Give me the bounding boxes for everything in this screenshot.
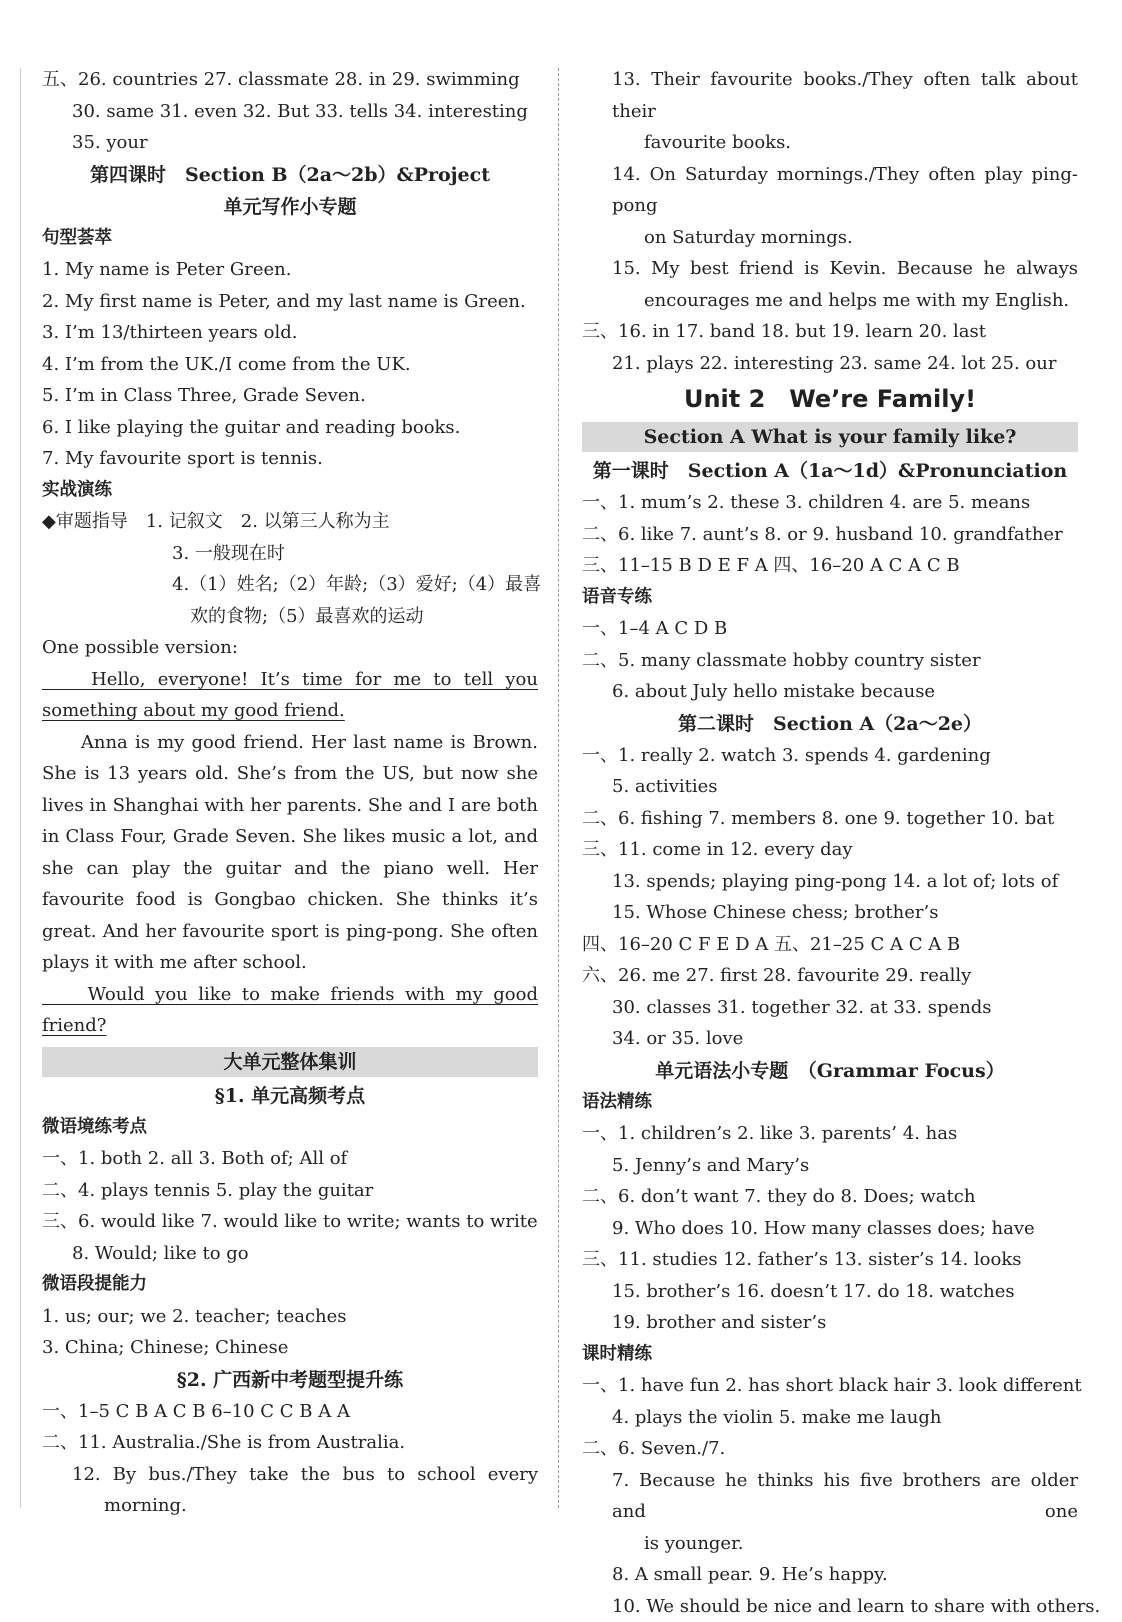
- left-line-26: [42, 1175, 538, 1207]
- right-text-21: 二、6. fishing 7. members 8. one 9. together 10. bat: [582, 808, 1054, 829]
- left-line-29: [42, 1269, 538, 1301]
- right-line-31: [582, 1118, 1078, 1150]
- left-text-26: 二、4. plays tennis 5. play the guitar: [42, 1180, 373, 1201]
- right-line-17: [582, 676, 1078, 708]
- right-line-38: [582, 1339, 1078, 1371]
- right-text-44: 8. A small pear. 9. He’s happy.: [612, 1564, 888, 1585]
- right-line-27: [582, 992, 1078, 1024]
- left-line-14: [42, 506, 538, 538]
- left-text-20: Anna is my good friend. Her last name is Brown. She is 13 years old. She’s from the US, but now she lives in Shanghai with her parents. She and I are both in Class Four, Grade Seven. She likes music a lot, and she can play the guitar and the piano well. Her favourite food is Gongbao chicken. She thinks it’s great. And her favourite sport is ping-pong. She often plays it with me after school.: [42, 732, 538, 974]
- left-line-13: [42, 475, 538, 507]
- right-text-22: 三、11. come in 12. every day: [582, 839, 853, 860]
- right-text-2: 14. On Saturday mornings./They often play ping-pong: [612, 164, 1078, 217]
- left-line-28: [42, 1238, 538, 1270]
- left-text-33: 一、1–5 C B A C B 6–10 C C B A A: [42, 1401, 350, 1422]
- left-line-24: [42, 1112, 538, 1144]
- right-text-28: 34. or 35. love: [612, 1028, 743, 1049]
- left-text-15: 3. 一般现在时: [172, 543, 285, 564]
- right-text-3: on Saturday mornings.: [644, 227, 853, 248]
- left-text-4: 单元写作小专题: [223, 196, 356, 218]
- left-line-12: [42, 443, 538, 475]
- right-text-38: 课时精练: [582, 1344, 652, 1364]
- right-line-24: [582, 897, 1078, 929]
- right-text-19: 一、1. really 2. watch 3. spends 4. gardening: [582, 745, 991, 766]
- left-text-14: ◆审题指导 1. 记叙文 2. 以第三人称为主: [42, 511, 390, 532]
- left-line-25: [42, 1143, 538, 1175]
- left-line-27: [42, 1206, 538, 1238]
- right-line-23: [582, 866, 1078, 898]
- right-line-16: [582, 645, 1078, 677]
- right-line-1: [582, 127, 1078, 159]
- right-text-10: 第一课时 Section A（1a～1d）&Pronunciation: [593, 460, 1067, 482]
- right-line-12: [582, 519, 1078, 551]
- left-text-18: One possible version:: [42, 637, 238, 658]
- right-text-43: is younger.: [644, 1533, 743, 1554]
- right-line-11: [582, 487, 1078, 519]
- left-text-27: 三、6. would like 7. would like to write; wants to write: [42, 1211, 538, 1232]
- right-text-26: 六、26. me 27. first 28. favourite 29. really: [582, 965, 971, 986]
- left-text-28: 8. Would; like to go: [72, 1243, 249, 1264]
- right-line-45: [582, 1591, 1078, 1622]
- right-line-29: [582, 1055, 1078, 1087]
- right-line-36: [582, 1276, 1078, 1308]
- right-line-15: [582, 613, 1078, 645]
- right-text-31: 一、1. children’s 2. like 3. parents’ 4. has: [582, 1123, 957, 1144]
- left-text-7: 2. My first name is Peter, and my last name is Green.: [42, 291, 526, 312]
- right-text-1: favourite books.: [644, 132, 791, 153]
- right-text-33: 二、6. don’t want 7. they do 8. Does; watch: [582, 1186, 975, 1207]
- right-line-6: [582, 316, 1078, 348]
- right-text-15: 一、1–4 A C D B: [582, 618, 727, 639]
- left-text-8: 3. I’m 13/thirteen years old.: [42, 322, 297, 343]
- right-line-19: [582, 740, 1078, 772]
- left-text-25: 一、1. both 2. all 3. Both of; All of: [42, 1148, 347, 1169]
- right-text-14: 语音专练: [582, 587, 652, 607]
- column-divider: [558, 68, 559, 1508]
- left-line-2: [42, 127, 538, 159]
- left-line-17: [42, 601, 538, 633]
- left-text-24: 微语境练考点: [42, 1117, 147, 1137]
- right-text-39: 一、1. have fun 2. has short black hair 3. look different: [582, 1375, 1082, 1396]
- right-text-6: 三、16. in 17. band 18. but 19. learn 20. last: [582, 321, 986, 342]
- left-line-10: [42, 380, 538, 412]
- left-text-13: 实战演练: [42, 480, 112, 500]
- left-text-29: 微语段提能力: [42, 1274, 147, 1294]
- right-text-16: 二、5. many classmate hobby country sister: [582, 650, 981, 671]
- right-line-43: [582, 1528, 1078, 1560]
- right-line-21: [582, 803, 1078, 835]
- left-text-21: Would you like to make friends with my good friend?: [42, 984, 538, 1037]
- right-text-27: 30. classes 31. together 32. at 33. spends: [612, 997, 992, 1018]
- left-line-7: [42, 286, 538, 318]
- left-text-35: 12. By bus./They take the bus to school every: [72, 1464, 538, 1485]
- left-line-4: [42, 191, 538, 223]
- left-text-2: 35. your: [72, 132, 148, 153]
- right-text-9: Section A What is your family like?: [644, 426, 1017, 448]
- left-text-30: 1. us; our; we 2. teacher; teaches: [42, 1306, 347, 1327]
- left-line-6: [42, 254, 538, 286]
- left-line-30: [42, 1301, 538, 1333]
- right-line-0: [582, 64, 1078, 127]
- right-text-12: 二、6. like 7. aunt’s 8. or 9. husband 10. grandfather: [582, 524, 1063, 545]
- right-line-14: [582, 582, 1078, 614]
- left-text-3: 第四课时 Section B（2a～2b）&Project: [90, 164, 490, 186]
- left-line-1: [42, 96, 538, 128]
- left-line-22: [42, 1047, 538, 1077]
- right-line-34: [582, 1213, 1078, 1245]
- left-text-6: 1. My name is Peter Green.: [42, 259, 291, 280]
- right-text-29: 单元语法小专题 （Grammar Focus）: [655, 1060, 1004, 1082]
- right-line-4: [582, 253, 1078, 285]
- left-text-1: 30. same 31. even 32. But 33. tells 34. interesting: [72, 101, 528, 122]
- right-text-20: 5. activities: [612, 776, 718, 797]
- left-line-34: [42, 1427, 538, 1459]
- left-text-31: 3. China; Chinese; Chinese: [42, 1337, 288, 1358]
- left-line-19: [42, 664, 538, 727]
- left-line-8: [42, 317, 538, 349]
- left-line-21: [42, 979, 538, 1042]
- left-line-16: [42, 569, 538, 601]
- left-text-23: §1. 单元高频考点: [215, 1085, 365, 1107]
- right-line-7: [582, 348, 1078, 380]
- right-line-22: [582, 834, 1078, 866]
- left-text-5: 句型荟萃: [42, 228, 112, 248]
- left-text-10: 5. I’m in Class Three, Grade Seven.: [42, 385, 366, 406]
- right-text-37: 19. brother and sister’s: [612, 1312, 826, 1333]
- left-text-16: 4.（1）姓名;（2）年龄;（3）爱好;（4）最喜: [172, 574, 541, 595]
- left-text-17: 欢的食物;（5）最喜欢的运动: [172, 606, 424, 627]
- left-line-15: [42, 538, 538, 570]
- right-line-30: [582, 1087, 1078, 1119]
- right-line-35: [582, 1244, 1078, 1276]
- left-line-36: [42, 1490, 538, 1522]
- left-text-0: 五、26. countries 27. classmate 28. in 29. swimming: [42, 69, 520, 90]
- right-text-42: 7. Because he thinks his five brothers are older and one: [612, 1470, 1078, 1523]
- left-line-3: [42, 159, 538, 191]
- right-line-10: [582, 455, 1078, 487]
- right-text-18: 第二课时 Section A（2a～2e）: [678, 713, 982, 735]
- right-line-39: [582, 1370, 1078, 1402]
- right-text-0: 13. Their favourite books./They often talk about their: [612, 69, 1078, 122]
- left-line-9: [42, 349, 538, 381]
- left-text-12: 7. My favourite sport is tennis.: [42, 448, 323, 469]
- left-text-34: 二、11. Australia./She is from Australia.: [42, 1432, 405, 1453]
- right-line-42: [582, 1465, 1078, 1528]
- right-line-33: [582, 1181, 1078, 1213]
- right-column: [582, 64, 1078, 1622]
- right-line-25: [582, 929, 1078, 961]
- right-text-25: 四、16–20 C F E D A 五、21–25 C A C A B: [582, 934, 960, 955]
- left-line-11: [42, 412, 538, 444]
- left-text-19: Hello, everyone! It’s time for me to tell you something about my good friend.: [42, 669, 538, 722]
- right-line-5: [582, 285, 1078, 317]
- right-line-3: [582, 222, 1078, 254]
- right-text-41: 二、6. Seven./7.: [582, 1438, 725, 1459]
- left-text-22: 大单元整体集训: [223, 1051, 356, 1073]
- right-text-8: Unit 2 We’re Family!: [684, 385, 976, 413]
- left-text-36: morning.: [104, 1495, 187, 1516]
- right-text-23: 13. spends; playing ping-pong 14. a lot of; lots of: [612, 871, 1058, 892]
- right-text-45: 10. We should be nice and learn to share with others.: [612, 1596, 1100, 1617]
- left-line-32: [42, 1364, 538, 1396]
- right-line-44: [582, 1559, 1078, 1591]
- left-line-31: [42, 1332, 538, 1364]
- right-line-20: [582, 771, 1078, 803]
- right-line-26: [582, 960, 1078, 992]
- right-text-32: 5. Jenny’s and Mary’s: [612, 1155, 809, 1176]
- right-text-35: 三、11. studies 12. father’s 13. sister’s 14. looks: [582, 1249, 1021, 1270]
- right-text-30: 语法精练: [582, 1092, 652, 1112]
- right-text-36: 15. brother’s 16. doesn’t 17. do 18. watches: [612, 1281, 1015, 1302]
- right-line-18: [582, 708, 1078, 740]
- right-text-13: 三、11–15 B D E F A 四、16–20 A C A C B: [582, 555, 960, 576]
- left-line-5: [42, 223, 538, 255]
- right-text-7: 21. plays 22. interesting 23. same 24. lot 25. our: [612, 353, 1056, 374]
- right-line-2: [582, 159, 1078, 222]
- right-line-32: [582, 1150, 1078, 1182]
- right-text-11: 一、1. mum’s 2. these 3. children 4. are 5. means: [582, 492, 1030, 513]
- left-line-23: [42, 1080, 538, 1112]
- right-line-37: [582, 1307, 1078, 1339]
- right-text-24: 15. Whose Chinese chess; brother’s: [612, 902, 938, 923]
- left-text-32: §2. 广西新中考题型提升练: [177, 1369, 403, 1391]
- right-line-41: [582, 1433, 1078, 1465]
- left-line-20: [42, 727, 538, 979]
- right-text-34: 9. Who does 10. How many classes does; have: [612, 1218, 1035, 1239]
- right-text-5: encourages me and helps me with my English.: [644, 290, 1069, 311]
- page-edge-line: [20, 68, 21, 1508]
- left-line-35: [42, 1459, 538, 1491]
- left-line-33: [42, 1396, 538, 1428]
- right-line-13: [582, 550, 1078, 582]
- left-text-11: 6. I like playing the guitar and reading books.: [42, 417, 460, 438]
- right-line-8: [582, 381, 1078, 417]
- right-line-9: [582, 422, 1078, 452]
- right-text-17: 6. about July hello mistake because: [612, 681, 935, 702]
- right-text-40: 4. plays the violin 5. make me laugh: [612, 1407, 941, 1428]
- left-line-18: [42, 632, 538, 664]
- left-column: [42, 64, 538, 1522]
- left-line-0: [42, 64, 538, 96]
- left-text-9: 4. I’m from the UK./I come from the UK.: [42, 354, 411, 375]
- right-line-40: [582, 1402, 1078, 1434]
- right-line-28: [582, 1023, 1078, 1055]
- right-text-4: 15. My best friend is Kevin. Because he always: [612, 258, 1078, 279]
